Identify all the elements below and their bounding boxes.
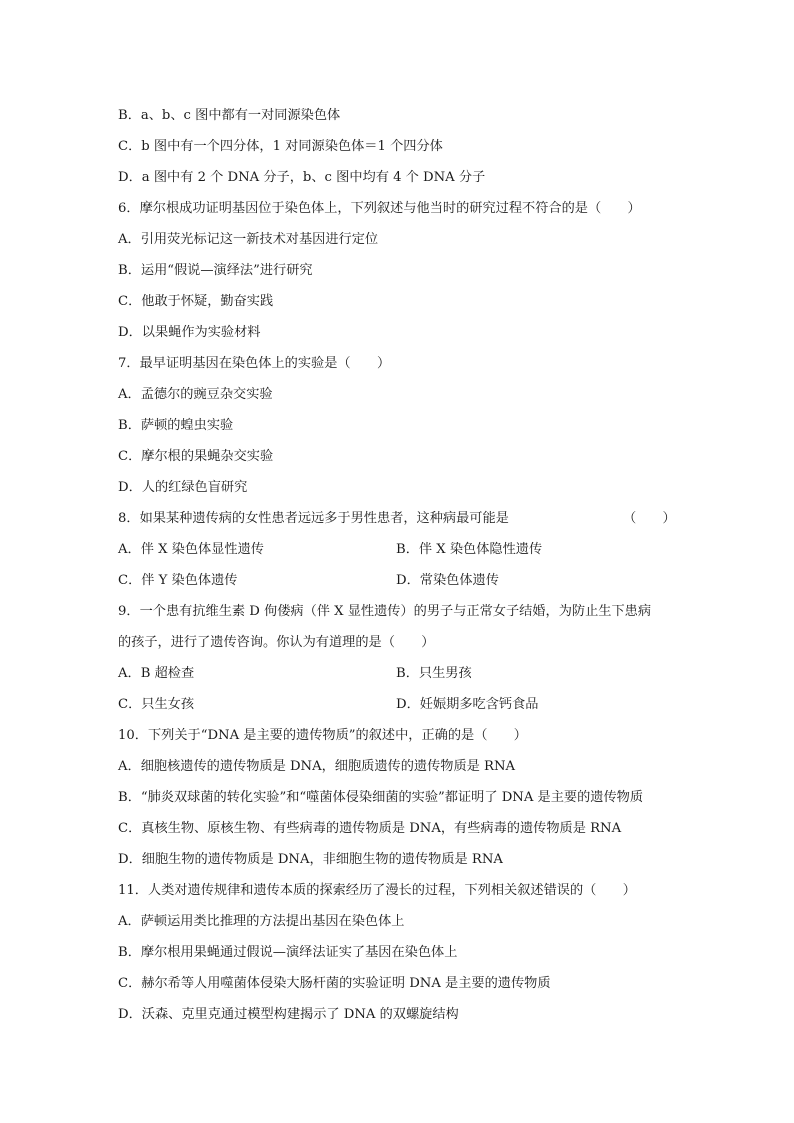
q8-options-row2: [118, 565, 678, 596]
q5-option-b: B．a、b、c 图中都有一对同源染色体: [118, 108, 341, 123]
q9-stem-line1: 9．一个患有抗维生素 D 佝偻病（伴 X 显性遗传）的男子与正常女子结婚，为防止生下患病: [118, 604, 652, 619]
q6-option-c: C．他敢于怀疑，勤奋实践: [118, 294, 274, 309]
q11-option-c: C．赫尔希等人用噬菌体侵染大肠杆菌的实验证明 DNA 是主要的遗传物质: [118, 976, 551, 991]
q11-option-b: B．摩尔根用果蝇通过假说—演绎法证实了基因在染色体上: [118, 945, 458, 960]
q10-option-d: D．细胞生物的遗传物质是 DNA，非细胞生物的遗传物质是 RNA: [118, 852, 503, 867]
q10-option-b: B．“肺炎双球菌的转化实验”和“噬菌体侵染细菌的实验”都证明了 DNA 是主要的遗传物质: [118, 790, 644, 805]
q6-option-d: D．以果蝇作为实验材料: [118, 325, 261, 340]
q7-stem: 7．最早证明基因在染色体上的实验是（ ）: [118, 356, 391, 371]
q9-stem-line2: 的孩子，进行了遗传咨询。你认为有道理的是（ ）: [118, 635, 435, 650]
q9-option-d: D．妊娠期多吃含钙食品: [396, 697, 539, 712]
q8-stem-line: [118, 503, 678, 534]
q9-options-row2: [118, 689, 678, 720]
q8-options-row1: [118, 534, 678, 565]
q5-option-d: D．a 图中有 2 个 DNA 分子，b、c 图中均有 4 个 DNA 分子: [118, 170, 486, 185]
q8-option-a: A．伴 X 染色体显性遗传: [118, 542, 264, 557]
q11-option-a: A．萨顿运用类比推理的方法提出基因在染色体上: [118, 914, 405, 929]
q10-option-c: C．真核生物、原核生物、有些病毒的遗传物质是 DNA，有些病毒的遗传物质是 RNA: [118, 821, 622, 836]
q9-option-c: C．只生女孩: [118, 697, 195, 712]
q10-option-a: A．细胞核遗传的遗传物质是 DNA，细胞质遗传的遗传物质是 RNA: [118, 759, 516, 774]
q6-option-b: B．运用“假说—演绎法”进行研究: [118, 263, 313, 278]
q7-option-b: B．萨顿的蝗虫实验: [118, 418, 234, 433]
q8-option-c: C．伴 Y 染色体遗传: [118, 573, 238, 588]
q8-option-d: D．常染色体遗传: [396, 573, 499, 588]
q7-option-a: A．孟德尔的豌豆杂交实验: [118, 387, 273, 402]
q8-option-b: B．伴 X 染色体隐性遗传: [396, 542, 543, 557]
q8-answer-paren: （ ）: [623, 511, 676, 526]
q9-options-row1: [118, 658, 678, 689]
q11-stem: 11．人类对遗传规律和遗传本质的探索经历了漫长的过程，下列相关叙述错误的（ ）: [118, 883, 636, 898]
q11-option-d: D．沃森、克里克通过模型构建揭示了 DNA 的双螺旋结构: [118, 1007, 459, 1022]
question-list: [118, 100, 678, 1030]
q7-option-c: C．摩尔根的果蝇杂交实验: [118, 449, 274, 464]
q7-option-d: D．人的红绿色盲研究: [118, 480, 248, 495]
q6-option-a: A．引用荧光标记这一新技术对基因进行定位: [118, 232, 379, 247]
q9-option-b: B．只生男孩: [396, 666, 472, 681]
q8-stem: 8．如果某种遗传病的女性患者远远多于男性患者，这种病最可能是: [118, 511, 509, 526]
q6-stem: 6．摩尔根成功证明基因位于染色体上，下列叙述与他当时的研究过程不符合的是（ ）: [118, 201, 641, 216]
q10-stem: 10．下列关于“DNA 是主要的遗传物质”的叙述中，正确的是（ ）: [118, 728, 527, 743]
q5-option-c: C．b 图中有一个四分体，1 对同源染色体＝1 个四分体: [118, 139, 443, 154]
q9-option-a: A．B 超检查: [118, 666, 195, 681]
